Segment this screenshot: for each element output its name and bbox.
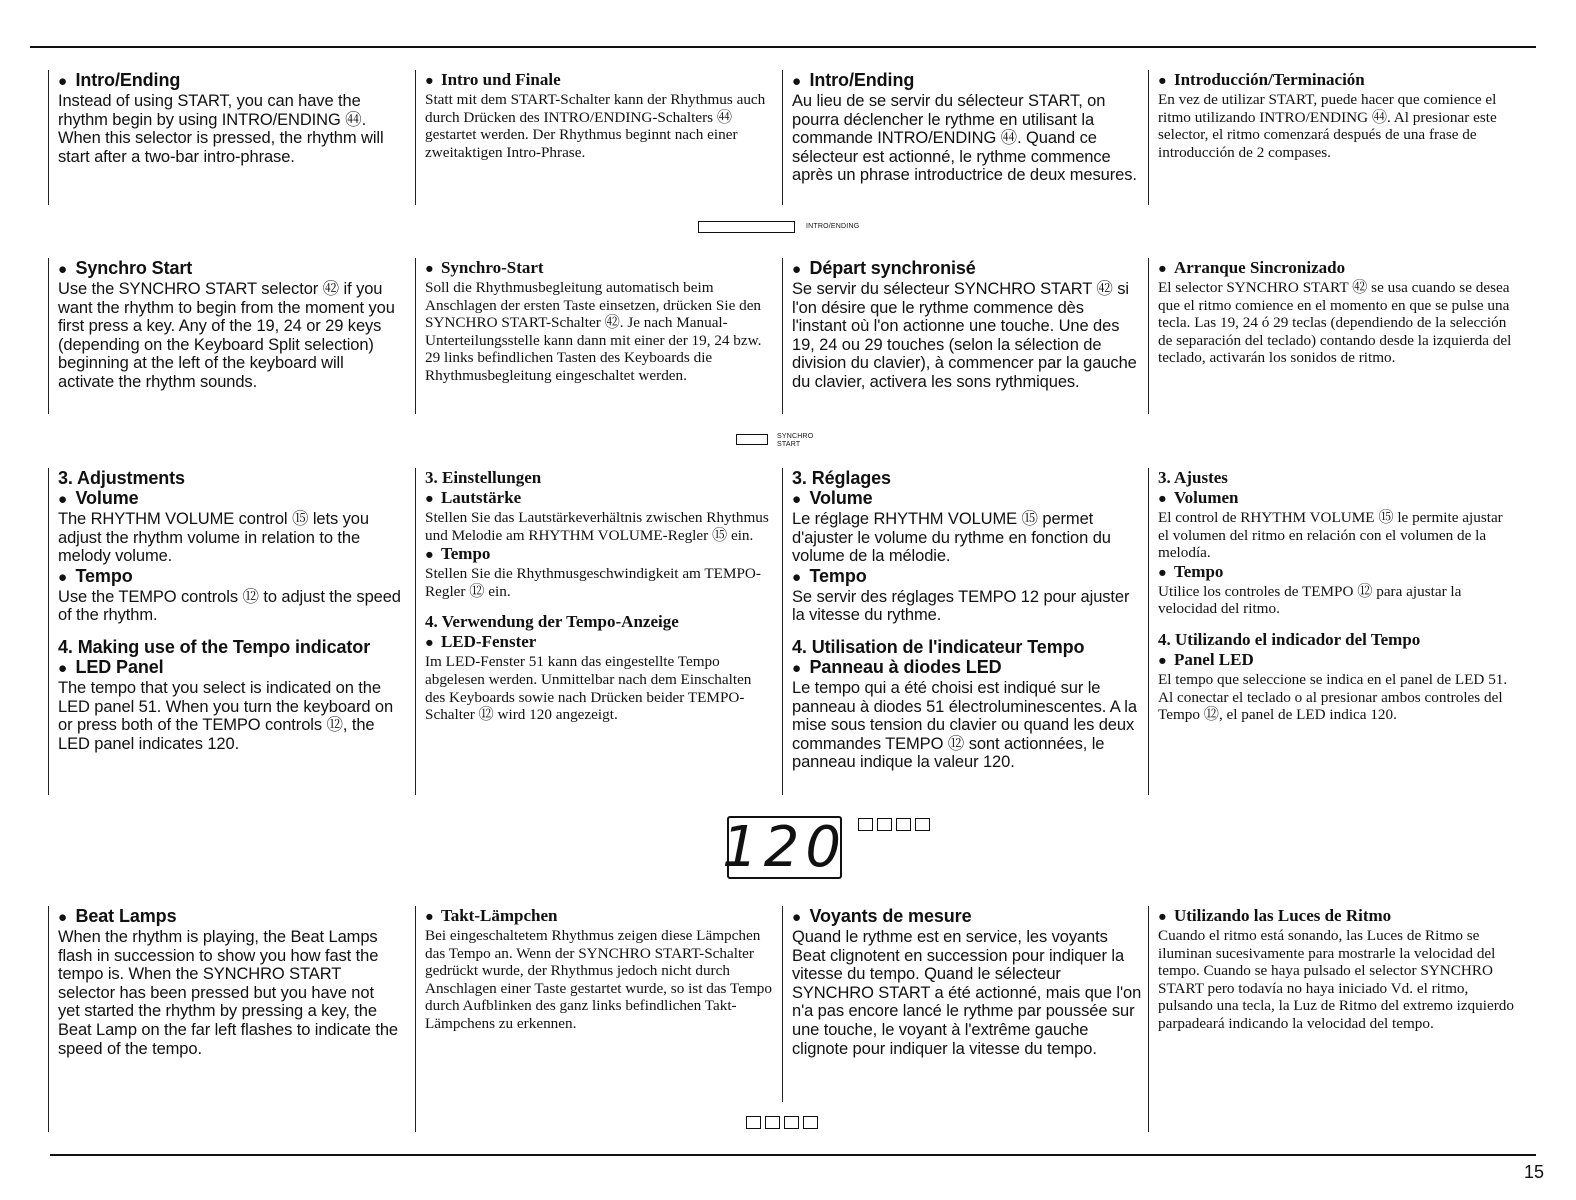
beat-fr-heading: ● Voyants de mesure [792, 906, 1142, 928]
adjust-en-volume-body: The RHYTHM VOLUME control ⑮ lets you adjust the rhythm volume in relation to the melody volume. [58, 510, 369, 566]
adjust-en-column [48, 468, 406, 795]
adjust-es-volume-heading: ● Volumen [1158, 488, 1514, 509]
indicator-en-led-heading: ● LED Panel [58, 657, 406, 679]
synchro-fr-heading: ● Départ synchronisé [792, 258, 1138, 280]
indicator-es-led-heading: ● Panel LED [1158, 650, 1514, 671]
intro-en-heading: ● Intro/Ending [58, 70, 398, 92]
adjust-fr-tempo-heading: ● Tempo [792, 566, 1142, 588]
synchro-de-column [415, 258, 773, 414]
adjust-es-volume-body: El control de RHYTHM VOLUME ⑮ le permite ajustar el volumen del ritmo en relación con el volumen de la melodía. [1158, 509, 1503, 562]
adjust-de-tempo-body: Stellen Sie die Rhythmusgeschwindigkeit am TEMPO-Regler ⑫ ein. [425, 565, 761, 600]
beat-lamp-icon [858, 818, 873, 831]
beat-lamps-illustration [746, 1116, 818, 1129]
adjust-es-tempo-heading: ● Tempo [1158, 562, 1514, 583]
beat-fr-column [782, 906, 1142, 1102]
adjust-es-title: 3. Ajustes [1158, 468, 1228, 487]
beat-de-heading: ● Takt-Lämpchen [425, 906, 777, 927]
adjust-de-column [415, 468, 775, 795]
intro-en-column [48, 70, 398, 205]
synchro-start-button-illustration [736, 434, 768, 445]
adjust-de-volume-heading: ● Lautstärke [425, 488, 775, 509]
intro-de-body: Statt mit dem START-Schalter kann der Rhythmus auch durch Drücken des INTRO/ENDING-Schalters ㊹ gestartet werden. Der Rhythmus beginnt nach einer zweitaktigen Intro-Phrase. [425, 91, 766, 161]
indicator-en-led-body: The tempo that you select is indicated on the LED panel 51. When you turn the keyboard on or press both of the TEMPO controls ⑫, the LED panel indicates 120. [58, 678, 394, 753]
synchro-en-heading: ● Synchro Start [58, 258, 398, 280]
beat-es-body: Cuando el ritmo está sonando, las Luces de Ritmo se iluminan sucesivamente para mostrarle la velocidad del tempo. Cuando se haya pulsado el selector SYNCHRO START pero todavía no haya iniciado Vd. el ritmo, pulsando una tecla, la Luz de Ritmo del extremo izquierdo parpadeará indicando la velocidad del tempo. [1158, 927, 1514, 1032]
indicator-es-title: 4. Utilizando el indicador del Tempo [1158, 629, 1421, 649]
synchro-en-body: Use the SYNCHRO START selector ㊷ if you want the rhythm to begin from the moment you first press a key. Any of the 19, 24 or 29 keys (depending on the Keyboard Split selection) beginning at the left of the keyboard will activate the rhythm sounds. [58, 280, 395, 391]
synchro-start-button-label-1: SYNCHRO [777, 433, 814, 440]
synchro-es-column [1148, 258, 1514, 414]
beat-de-column [415, 906, 777, 1132]
synchro-fr-column [782, 258, 1138, 414]
beat-es-heading: ● Utilizando las Luces de Ritmo [1158, 906, 1514, 927]
adjust-en-tempo-heading: ● Tempo [58, 566, 406, 588]
beat-lamp-icon [915, 818, 930, 831]
indicator-es-led-body: El tempo que seleccione se indica en el panel de LED 51. Al conectar el teclado o al presionar ambos controles del Tempo ⑫, el panel de LED indica 120. [1158, 670, 1508, 724]
indicator-de-led-body: Im LED-Fenster 51 kann das eingestellte Tempo abgelesen werden. Unmittelbar nach dem Einschalten des Keyboards sowie nach Drücken beider TEMPO-Schalter ⑫ wird 120 angezeigt. [425, 653, 752, 724]
adjust-de-title: 3. Einstellungen [425, 468, 542, 487]
intro-ending-button-label: INTRO/ENDING [806, 223, 860, 230]
intro-de-heading: ● Intro und Finale [425, 70, 773, 91]
intro-ending-button-illustration [698, 221, 795, 233]
beat-de-body: Bei eingeschaltetem Rhythmus zeigen diese Lämpchen das Tempo an. Wenn der SYNCHRO START-Schalter gedrückt wurde, der Rhythmus jedoch nicht durch Anschlagen einer Taste gestartet wurde, so ist das Tempo durch Aufblinken des ganz links befindlichen Takt-Lämpchens zu erkennen. [425, 927, 772, 1032]
beat-lamp-icon [877, 818, 892, 831]
intro-de-column [415, 70, 773, 205]
adjust-en-tempo-body: Use the TEMPO controls ⑫ to adjust the speed of the rhythm. [58, 587, 401, 625]
adjust-fr-column [782, 468, 1142, 795]
indicator-en-title: 4. Making use of the Tempo indicator [58, 636, 371, 657]
adjust-fr-volume-heading: ● Volume [792, 488, 1142, 510]
beat-fr-body: Quand le rythme est en service, les voyants Beat clignotent en succession pour indiquer la vitesse du tempo. Quand le sélecteur SYNCHRO START a été actionné, mais que l'on n'a pas encore lancé le rythme par poussée sur une touche, le voyant à l'extrême gauche clignote pour indiquer la vitesse du tempo. [792, 928, 1142, 1058]
synchro-es-body: El selector SYNCHRO START ㊷ se usa cuando se desea que el ritmo comience en el momento en que se pulse una tecla. Las 19, 24 ó 29 teclas (dependiendo de la selección de separación del teclado) contando desde la izquierda del teclado, activarán los sonidos de ritmo. [1158, 279, 1512, 367]
intro-fr-body: Au lieu de se servir du sélecteur START, on pourra déclencher le rythme en utilisant la commande INTRO/ENDING ㊹. Quand ce sélecteur est actionné, le rythme commence après un phrase introductrice de deux mesures. [792, 92, 1137, 185]
beat-en-body: When the rhythm is playing, the Beat Lamps flash in succession to show you how fast the tempo is. When the SYNCHRO START selector has been pressed but you have not yet started the rhythm by pressing a key, the Beat Lamp on the far left flashes to indicate the speed of the tempo. [58, 928, 398, 1058]
led-panel-illustration [722, 814, 847, 880]
beat-en-heading: ● Beat Lamps [58, 906, 398, 928]
adjust-fr-tempo-body: Se servir des réglages TEMPO 12 pour ajuster la vitesse du rythme. [792, 587, 1130, 625]
intro-fr-heading: ● Intro/Ending [792, 70, 1138, 92]
page-number: 15 [1524, 1162, 1545, 1182]
beat-lamp-icon [803, 1116, 818, 1129]
adjust-fr-volume-body: Le réglage RHYTHM VOLUME ⑮ permet d'ajuster le volume du rythme en fonction du volume de la mélodie. [792, 510, 1111, 566]
top-rule [30, 46, 1536, 48]
adjust-fr-title: 3. Réglages [792, 468, 891, 488]
beat-en-column [48, 906, 398, 1132]
led-beat-lamps [858, 818, 930, 831]
beat-es-column [1148, 906, 1514, 1132]
indicator-fr-title: 4. Utilisation de l'indicateur Tempo [792, 636, 1085, 657]
adjust-es-column [1148, 468, 1514, 795]
intro-es-column [1148, 70, 1514, 205]
adjust-es-tempo-body: Utilice los controles de TEMPO ⑫ para ajustar la velocidad del ritmo. [1158, 582, 1462, 618]
beat-lamp-icon [784, 1116, 799, 1129]
intro-fr-column [782, 70, 1138, 205]
led-display-value: 120 [722, 814, 847, 880]
indicator-de-title: 4. Verwendung der Tempo-Anzeige [425, 612, 679, 632]
adjust-de-volume-body: Stellen Sie das Lautstärkeverhältnis zwischen Rhythmus und Melodie am RHYTHM VOLUME-Regler ⑮ ein. [425, 509, 769, 544]
beat-lamp-icon [765, 1116, 780, 1129]
intro-es-heading: ● Introducción/Terminación [1158, 70, 1514, 91]
indicator-fr-led-heading: ● Panneau à diodes LED [792, 657, 1142, 679]
synchro-fr-body: Se servir du sélecteur SYNCHRO START ㊷ si l'on désire que le rythme commence dès l'instant où l'on actionne une touche. Une des 19, 24 ou 29 touches (selon la sélection de division du clavier), à commencer par la gauche du clavier, activera les sons rythmiques. [792, 280, 1137, 391]
adjust-de-tempo-heading: ● Tempo [425, 544, 775, 565]
synchro-de-body: Soll die Rhythmusbegleitung automatisch beim Anschlagen der ersten Taste einsetzen, drücken Sie den SYNCHRO START-Schalter ㊷. Je nach Manual-Unterteilungsstelle kann dann mit einer der 19, 24 bzw. 29 links befindlichen Tasten des Keyboards die Rhythmusbegleitung eingeschaltet werden. [425, 279, 762, 384]
adjust-en-volume-heading: ● Volume [58, 488, 406, 510]
bottom-rule [50, 1154, 1536, 1156]
adjust-en-title: 3. Adjustments [58, 468, 185, 488]
synchro-de-heading: ● Synchro-Start [425, 258, 773, 279]
beat-lamp-icon [746, 1116, 761, 1129]
intro-en-body: Instead of using START, you can have the rhythm begin by using INTRO/ENDING ㊹. When this selector is pressed, the rhythm will start after a two-bar intro-phrase. [58, 92, 384, 166]
synchro-es-heading: ● Arranque Sincronizado [1158, 258, 1514, 279]
synchro-en-column [48, 258, 398, 414]
indicator-de-led-heading: ● LED-Fenster [425, 632, 775, 653]
indicator-fr-led-body: Le tempo qui a été choisi est indiqué sur le panneau à diodes 51 électroluminescentes. A la mise sous tension du clavier ou quand les deux commandes TEMPO ⑫ sont actionnées, le panneau indique la valeur 120. [792, 678, 1137, 772]
synchro-start-button-label-2: START [777, 441, 801, 448]
beat-lamp-icon [896, 818, 911, 831]
intro-es-body: En vez de utilizar START, puede hacer que comience el ritmo utilizando INTRO/ENDING ㊹. Al presionar este selector, el ritmo comenzará después de una frase de introducción de 2 compases. [1158, 91, 1497, 161]
